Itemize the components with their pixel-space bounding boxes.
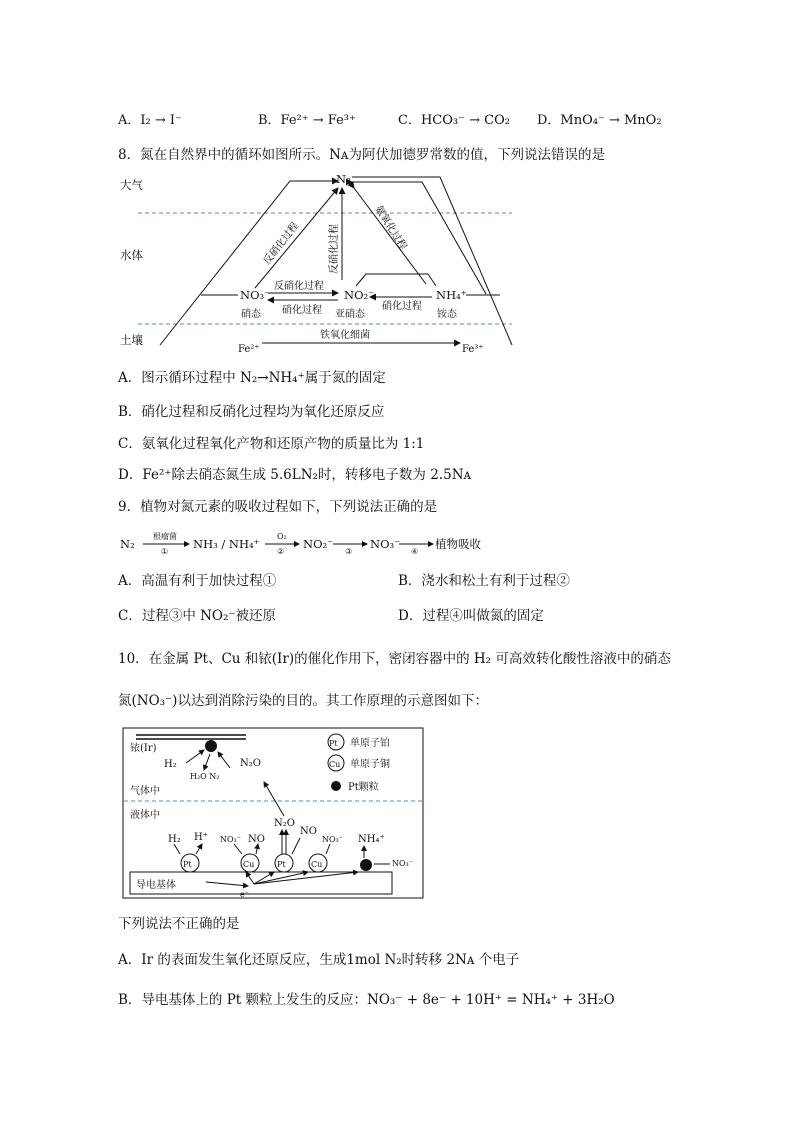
nitrification-left-label: 硝化过程	[282, 305, 322, 316]
q10-stem-line2: 氮(NO₃⁻)以达到消除污染的目的。其工作原理的示意图如下：	[118, 693, 488, 709]
iron-bacteria-label: 铁氧化细菌	[320, 330, 370, 341]
q8-option-a: A．图示循环过程中 N₂→NH₄⁺属于氮的固定	[118, 370, 386, 386]
svg-text:Cu: Cu	[311, 860, 323, 869]
ir-label: 铱(Ir)	[130, 743, 157, 754]
layer-soil-label: 土壤	[120, 333, 143, 347]
substrate-label: 导电基体	[136, 880, 176, 891]
q9-option-b: B．浇水和松土有利于过程②	[398, 573, 570, 589]
legend-pt-label: 单原子铂	[350, 738, 390, 749]
svg-text:Pt: Pt	[183, 860, 192, 869]
left-outer-line	[160, 181, 338, 345]
n2o-mid-label: N₂O	[274, 818, 295, 829]
q8-option-d: D．Fe²⁺除去硝态氮生成 5.6LN₂时，转移电子数为 2.5Nᴀ	[118, 467, 472, 483]
chain-no3: NO₃⁻	[370, 537, 401, 551]
chain-step2-num: ②	[277, 547, 285, 556]
liquid-label: 液体中	[130, 810, 160, 821]
nh4-state-label: 铵态	[437, 309, 457, 320]
denitrification-mid-label: 反硝化过程	[329, 224, 340, 274]
q8-stem: 8．氮在自然界中的循环如图所示。Nᴀ为阿伏加德罗常数的值，下列说法错误的是	[118, 147, 606, 163]
q9-stem: 9．植物对氮元素的吸收过程如下，下列说法正确的是	[118, 499, 438, 515]
q7-option-c: C．HCO₃⁻ → CO₂	[398, 113, 510, 128]
n2-label: N₂	[336, 172, 351, 186]
chain-step1-num: ①	[161, 547, 169, 556]
chain-step3-num: ③	[345, 547, 353, 556]
denitrification-bottom-label: 反硝化过程	[274, 281, 324, 292]
svg-text:Cu: Cu	[329, 760, 341, 769]
catalysis-diagram	[118, 726, 428, 901]
no-right-label: NO	[300, 826, 317, 837]
legend-particle-label: Pt颗粒	[348, 782, 379, 793]
hplus-label: H⁺	[194, 832, 208, 843]
chain-step4-num: ④	[411, 547, 419, 556]
pt-particle-substrate	[360, 859, 372, 871]
chain-no2: NO₂⁻	[303, 537, 334, 551]
chain-nh3: NH₃ / NH₄⁺	[193, 537, 260, 551]
electron-label: e⁻	[240, 890, 249, 899]
q9-option-c: C．过程③中 NO₂⁻被还原	[118, 608, 277, 624]
ammox-bracket	[356, 274, 436, 286]
q7-option-a: A．I₂ → I⁻	[118, 113, 182, 128]
layer-air-label: 大气	[120, 178, 143, 192]
no2-label: NO₂⁻	[344, 288, 375, 302]
h2-top-label: H₂	[164, 759, 177, 770]
nh4-label: NH₄⁺	[358, 834, 385, 845]
right-outer-line	[352, 177, 512, 345]
fe3-label: Fe³⁺	[462, 344, 484, 355]
no3-b-label: NO₃⁻	[322, 835, 343, 844]
h2o-n2-label: H₂O N₂	[190, 772, 220, 781]
no2-state-label: 亚硝态	[335, 309, 365, 320]
n2o-top-label: N₂O	[240, 758, 261, 769]
q7-option-b: B．Fe²⁺ → Fe³⁺	[258, 113, 356, 128]
legend-cu-label: 单原子铜	[350, 759, 390, 770]
nh4-label: NH₄⁺	[436, 288, 467, 302]
gas-label: 气体中	[130, 786, 160, 797]
q7-option-d: D．MnO₄⁻ → MnO₂	[537, 113, 662, 128]
chain-step2-label: O₂	[277, 532, 287, 541]
nitrification-right-label: 硝化过程	[382, 301, 422, 312]
denitrification-left-arrow	[255, 188, 338, 288]
svg-text:Cu: Cu	[243, 860, 255, 869]
layer-water-label: 水体	[120, 248, 143, 262]
q10-option-b: B．导电基体上的 Pt 颗粒上发生的反应：NO₃⁻ + 8e⁻ + 10H⁺ = NH₄⁺ + 3H₂O	[118, 992, 615, 1008]
q10-option-a: A．Ir 的表面发生氧化还原反应，生成1mol N₂时转移 2Nᴀ 个电子	[118, 952, 520, 968]
fe2-label: Fe²⁺	[238, 344, 260, 355]
chain-step1-label: 根瘤菌	[153, 532, 177, 541]
no3-label: NO₃⁻	[240, 288, 271, 302]
ammox-label: 氨氧化过程	[372, 203, 409, 252]
h2-label: H₂	[168, 834, 181, 845]
chain-n2: N₂	[120, 537, 135, 551]
nitrogen-cycle-diagram	[110, 162, 530, 360]
q9-option-d: D．过程④叫做氮的固定	[398, 608, 544, 624]
q10-stem-line1: 10．在金属 Pt、Cu 和铱(Ir)的催化作用下，密闭容器中的 H₂ 可高效转化酸性溶液中的硝态	[118, 651, 671, 667]
svg-text:Pt: Pt	[329, 739, 338, 748]
legend-particle-icon	[331, 781, 341, 791]
no3-state-label: 硝态	[241, 309, 261, 320]
denitrification-left-label: 反硝化过程	[261, 220, 302, 267]
chain-end: 植物吸收	[435, 537, 481, 551]
nitrogen-uptake-chain	[115, 528, 515, 558]
no3-a-label: NO₃⁻	[220, 835, 241, 844]
ir-pt-particle	[205, 740, 217, 752]
no3-c-label: NO₃⁻	[392, 859, 413, 868]
svg-text:Pt: Pt	[277, 860, 286, 869]
q10-question: 下列说法不正确的是	[118, 916, 240, 932]
q9-option-a: A．高温有利于加快过程①	[118, 573, 277, 589]
no-a-label: NO	[248, 834, 265, 845]
q8-option-b: B．硝化过程和反硝化过程均为氧化还原反应	[118, 404, 385, 420]
q8-option-c: C．氨氧化过程氧化产物和还原产物的质量比为 1:1	[118, 436, 425, 452]
